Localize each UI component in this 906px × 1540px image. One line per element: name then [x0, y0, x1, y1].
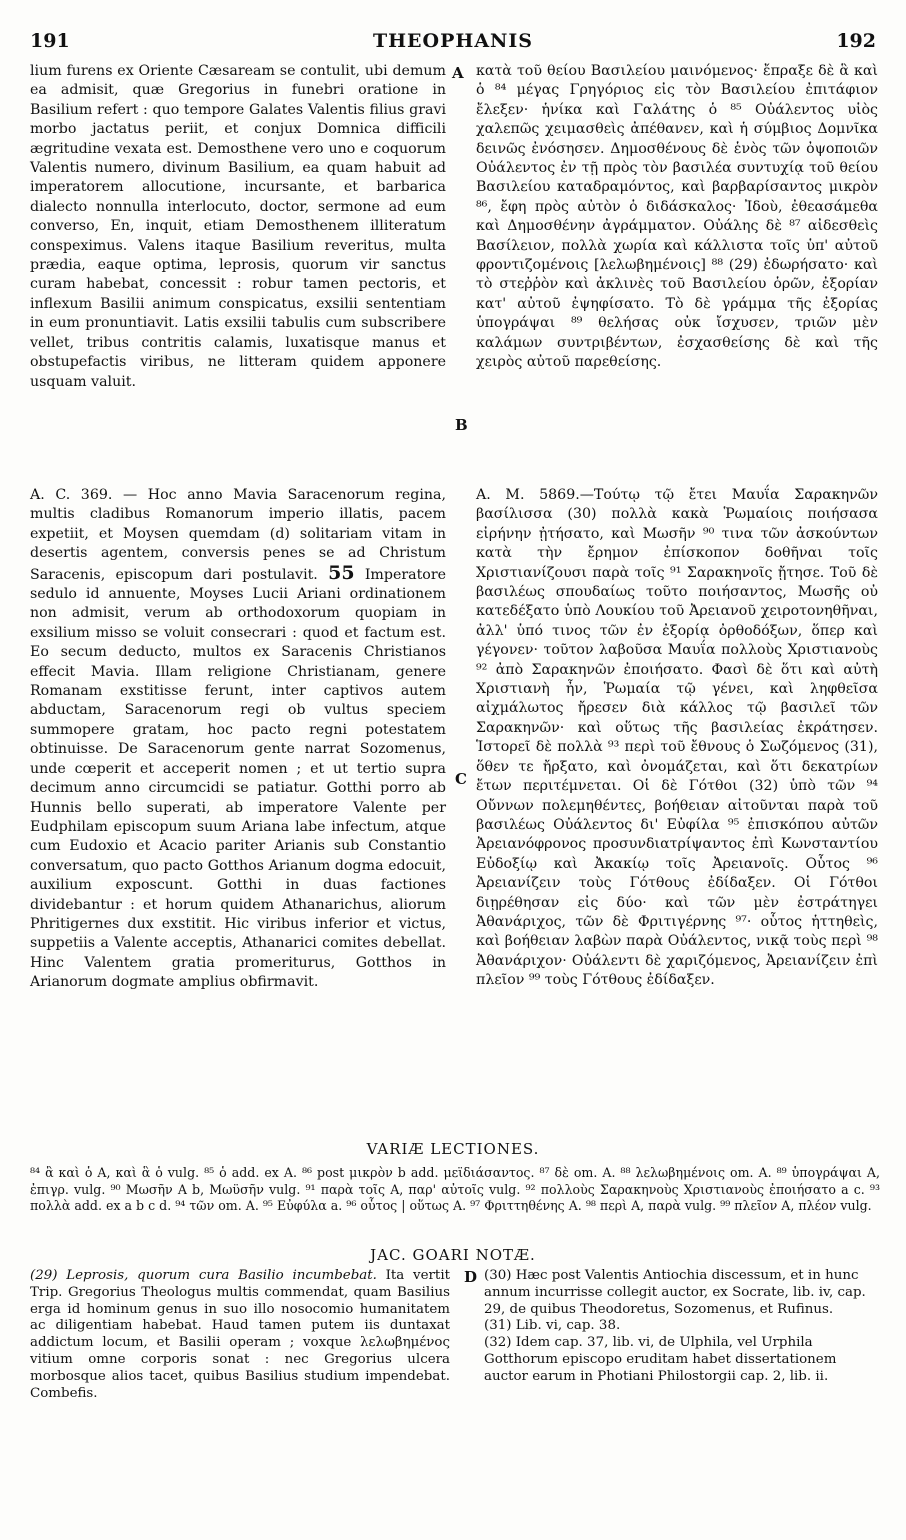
margin-marker-d: D — [464, 1268, 478, 1286]
greek-column-top — [476, 62, 878, 373]
margin-marker-a: A — [452, 64, 464, 82]
latin-paragraph-mavia — [30, 486, 446, 993]
notes-left-column — [30, 1268, 450, 1402]
variae-lectiones-text: ⁸⁴ ἃ καὶ ὁ A, καὶ ἃ ὁ vulg. ⁸⁵ ὁ add. ex A. ⁸⁶ post μικρὸν b add. μεϊδιάσαντος. ⁸⁷ δὲ om. A. ⁸⁸ λελωβημένοις om. A. ⁸⁹ ὑπογράψαι A, ἐπιγρ. vulg. ⁹⁰ Μωσῆν A b, Μωϋσῆν vulg. ⁹¹ παρὰ τοῖς A, παρ' αὐτοῖς vulg. ⁹² πολλοὺς Σαρακηνοὺς Χριστιανοὺς ἐποιήσατο a c. ⁹³ πολλὰ add. ex a b c d. ⁹⁴ τῶν om. A. ⁹⁵ Εὐφύλα a. ⁹⁶ οὗτος | οὕτως A. ⁹⁷ Φριττηθένης A. ⁹⁸ περὶ A, παρὰ vulg. ⁹⁹ πλεῖον A, πλέον vulg. — [30, 1165, 880, 1214]
latin-paragraph-mavia-start: A. C. 369. — Hoc anno Mavia Saracenorum regina, multis cladibus Romanorum imperio illatis, pacem expetiit, et Moysen quemdam (d) solitariam vitam in desertis agentem, conversis penes se ad Christum Saracenis, episcopum dari postulavit. — [30, 487, 446, 583]
note-30: (30) Hæc post Valentis Antiochia discessum, et in hunc annum incurrisse collegit auctor, ex Socrate, lib. iv, cap. 29, de quibus Theodoretus, Sozomenus, et Rufinus. — [484, 1268, 866, 1317]
variae-lectiones-title: VARIÆ LECTIONES. — [366, 1140, 540, 1158]
note-29 — [30, 1268, 450, 1402]
latin-paragraph-basilius: lium furens ex Oriente Cæsaream se contulit, ubi demum ea admisit, quæ Gregorius in funebri oratione in Basilium refert : quo tempore Galates Valentis filius gravi morbo jactatus periit, et conjux Domnica difficili ægritudine vexata est. Demosthene vero uno e coquorum Valentis numero, divinum Basilium, ea quam habuit ad imperatorem allocutione, incursante, et barbarica dialecto nonnulla interlocuto, doctor, sermone ad eum converso, En, inquit, etiam Demosthenem illiteratum conspeximus. Valens itaque Basilium reveritus, multa prædia, eaque optima, leprosis, quorum vir sanctus curam habebat, concessit : robur tamen pectoris, et inflexum Basilii animum conspicatus, exsilii sententiam in eum pronuntiavit. Latis exsilii tabulis cum subscribere vellet, tribus contritis calamis, luxatisque manus et obstupefactis viribus, ne litteram quidem apponere usquam valuit. — [30, 63, 446, 390]
latin-column-top — [30, 62, 446, 392]
note-29-body: Ita vertit Trip. Gregorius Theologus multis commendat, quam Basilius erga id hominum genus in suo illo nosocomio humanitatem ac diligentiam habebat. Haud tamen putem iis duntaxat addictum locum, et Basilii operam ; voxque λελωβημένος vitium omne corporis sonat : nec Gregorius ulcera morbosque alios tacet, quibus Basilius studium impendebat. Combefis. — [30, 1268, 450, 1401]
greek-column-bottom — [476, 486, 878, 991]
page-number-left: 191 — [30, 30, 70, 52]
page-number-right: 192 — [836, 30, 876, 52]
running-title: THEOPHANIS — [372, 30, 534, 52]
note-32: (32) Idem cap. 37, lib. vi, de Ulphila, vel Urphila Gotthorum episcopo eruditam habet dissertationem auctor earum in Photiani Philostorgii cap. 2, lib. ii. — [484, 1335, 837, 1384]
variae-lectiones — [30, 1165, 880, 1215]
margin-marker-c: C — [455, 770, 467, 788]
goari-notae-title: JAC. GOARI NOTÆ. — [370, 1246, 536, 1264]
note-29-heading: (29) Leprosis, quorum cura Basilio incumbebat. — [30, 1268, 377, 1283]
greek-paragraph-mavia: A. M. 5869.—Τούτῳ τῷ ἔτει Μαυΐα Σαρακηνῶν βασίλισσα (30) πολλὰ κακὰ Ῥωμαίοις ποιήσασα εἰρήνην ᾐτήσατο, καὶ Μωσῆν ⁹⁰ τινα τῶν ἀσκούντων κατὰ τὴν ἔρημον ἐπίσκοπον δοθῆναι τοῖς Χριστιανίζουσι παρὰ τοῖς ⁹¹ Σαρακηνοῖς ᾔτησε. Τοῦ δὲ βασιλέως σπουδαίως τοῦτο ποιήσαντος, Μωσῆς οὐ κατεδέξατο ὑπὸ Λουκίου τοῦ Ἀρειανοῦ χειροτονηθῆναι, ἀλλ' ὑπό τινος τῶν ἐν ἐξορίᾳ ὀρθοδόξων, ὅπερ καὶ γέγονεν· τοῦτον λαβοῦσα Μαυΐα πολλοὺς Χριστιανοὺς ⁹² ἀπὸ Σαρακηνῶν ἐποιήσατο. Φασὶ δὲ ὅτι καὶ αὐτὴ Χριστιανὴ ἦν, Ῥωμαία τῷ γένει, καὶ ληφθεῖσα αἰχμάλωτος ἤρεσεν διὰ κάλλος τῷ βασιλεῖ τῶν Σαρακηνῶν· καὶ οὕτως τῆς βασιλείας ἐκράτησεν. Ἱστορεῖ δὲ πολλὰ ⁹³ περὶ τοῦ ἔθνους ὁ Σωζόμενος (31), ὅθεν τε ἤρξατο, καὶ ὀνομάζεται, καὶ ὅτι δεκατρίων ἔτων περιτέμνεται. Οἱ δὲ Γότθοι (32) ὑπὸ τῶν ⁹⁴ Οὔννων πολεμηθέντες, βοήθειαν αἰτοῦνται παρὰ τοῦ βασιλέως Οὐάλεντος δι' Εὐφίλα ⁹⁵ ἐπισκόπου αὐτῶν Ἀρειανόφρονος προσυνδιατρίψαντος ἐπὶ Κωνσταντίου Εὐδοξίῳ καὶ Ἀκακίῳ τοῖς Ἀρειανοῖς. Οὗτος ⁹⁶ Ἀρειανίζειν τοὺς Γότθους ἐδίδαξεν. Οἱ Γότθοι διῃρέθησαν εἰς δύο· καὶ τῶν μὲν ἐστράτηγει Ἀθανάριχος, τῶν δὲ Φριτιγέρνης ⁹⁷· οὗτος ἡττηθεὶς, καὶ βοήθειαν λαβὼν παρὰ Οὐάλεντος, νικᾷ τοὺς περὶ ⁹⁸ Ἀθανάριχον· Οὐάλεντι δὲ χαριζόμενος, Ἀρειανίζειν ἐπὶ πλεῖον ⁹⁹ τοὺς Γότθους ἐδίδαξεν. — [476, 487, 878, 989]
latin-column-bottom — [30, 486, 446, 993]
notes-right-column — [484, 1268, 880, 1386]
running-header — [30, 30, 876, 60]
margin-marker-b: B — [455, 416, 468, 434]
column-number-55: 55 — [328, 561, 355, 584]
latin-paragraph-mavia-rest: Imperatore sedulo id annuente, Moyses Lucii Ariani ordinationem non admisit, verum ab orthodoxorum quopiam in exsilium misso se voluit consecrari : quod et factum est. Eo secum deducto, multos ex Saracenis Christianos effecit Mavia. Illam religione Christianam, genere Romanam exstitisse ferunt, inter captivos autem abductam, Saracenorum regi ob vultus speciem summopere gratam, hoc pacto regni potestatem obtinuisse. De Saracenorum gente narrat Sozomenus, unde cœperit et acceperit nomen ; et ut tertio supra decimum anno circumcidi se patiatur. Gotthi porro ab Hunnis bello superati, ab imperatore Valente per Eudphilam episcopum suum Ariana labe infectum, atque cum Eudoxio et Acacio pariter Arianis sub Constantio conversatum, quo pacto Gotthos Arianum dogma edocuit, auxilium exposcunt. Gotthi in duas factiones dividebantur : et horum quidem Athanarichus, aliorum Phritigernes dux exstitit. Hic viribus inferior et victus, suppetiis a Valente acceptis, Athanarici comites debellat. Hinc Valentem gratia promeriturus, Gotthos in Arianorum dogmate amplius obfirmavit. — [30, 566, 447, 991]
greek-paragraph-basilius: κατὰ τοῦ θείου Βασιλείου μαινόμενος· ἔπραξε δὲ ἃ καὶ ὁ ⁸⁴ μέγας Γρηγόριος εἰς τὸν Βασιλείου ἐπιτάφιον ἔλεξεν· ἡνίκα καὶ Γαλάτης ὁ ⁸⁵ Οὐάλεντος υἱὸς χαλεπῶς χειμασθεὶς ἀπέθανεν, καὶ ἡ σύμβιος Δομνῖκα δεινῶς ἐνόσησεν. Δημοσθένους δὲ ἑνὸς τῶν ὀψοποιῶν Οὐάλεντος ἐν τῇ πρὸς τὸν βασιλέα συντυχίᾳ τοῦ θείου Βασιλείου καταδραμόντος, καὶ βαρβαρίσαντος μικρὸν ⁸⁶, ἔφη πρὸς αὐτὸν ὁ διδάσκαλος· Ἰδοὺ, ἐθεασάμεθα καὶ Δημοσθένην ἀγράμματον. Οὐάλης δὲ ⁸⁷ αἰδεσθεὶς Βασίλειον, πολλὰ χωρία καὶ κάλλιστα τοῖς ὑπ' αὐτοῦ φροντιζομένοις [λελωβημένοις] ⁸⁸ (29) ἐδωρήσατο· καὶ τὸ στεῤῥὸν καὶ ἀκλινὲς τοῦ Βασιλείου ὁρῶν, ἐξορίαν κατ' αὐτοῦ ἐψηφίσατο. Τὸ δὲ γράμμα τῆς ἐξορίας ὑπογράψαι ⁸⁹ θελήσας οὐκ ἴσχυσεν, τριῶν μὲν καλάμων συντριβέντων, ἐσχασθείσης δὲ καὶ τῆς χειρὸς αὐτοῦ παρεθείσης. — [476, 63, 878, 371]
note-31: (31) Lib. vi, cap. 38. — [484, 1318, 621, 1334]
